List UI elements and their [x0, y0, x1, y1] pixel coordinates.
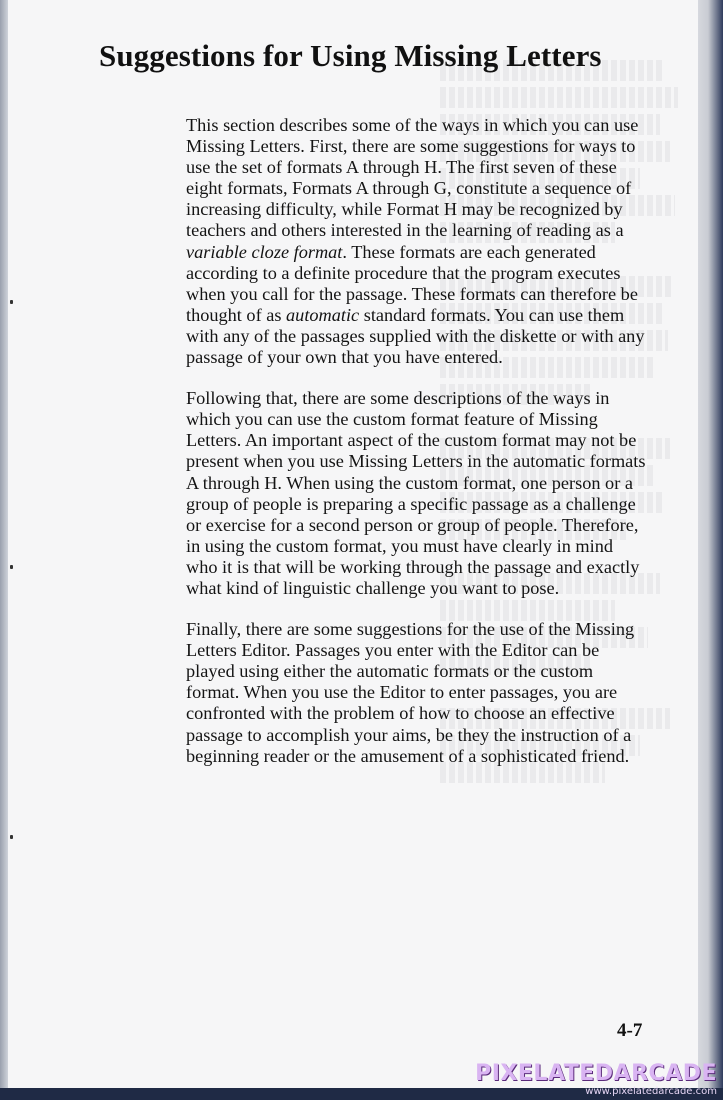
- page-edge: [698, 0, 723, 1090]
- binding-mark: [10, 565, 13, 569]
- page-number: 4-7: [617, 1020, 643, 1041]
- site-watermark: [475, 1062, 717, 1097]
- watermark-url: www.pixelatedarcade.com: [585, 1086, 717, 1097]
- page-heading: Suggestions for Using Missing Letters: [99, 38, 602, 73]
- paragraph-custom-format: Following that, there are some descriptions of the ways in which you can use the custom format feature of Missing Letters. An important aspect of the custom format may not be present when you use Missing Letters in the automatic formats A through H. When using the custom format, one person or a group of people is preparing a specific passage as a challenge or exercise for a second person or group of people. Therefore, in using the custom format, you must have clearly in mind who it is that will be working through the passage and exactly what kind of linguistic challenge you want to pose.: [186, 388, 646, 598]
- binding-mark: [10, 300, 13, 304]
- binding-mark: [10, 835, 13, 839]
- watermark-logo-text: PIXELATEDARCADE: [475, 1061, 717, 1086]
- emphasis-automatic: automatic: [286, 304, 360, 325]
- emphasis-variable-cloze: variable cloze format: [186, 241, 343, 262]
- paragraph-editor: Finally, there are some suggestions for the use of the Missing Letters Editor. Passages you enter with the Editor can be played using either the automatic formats or the custom format. When you use the Editor to enter passages, you are confronted with the problem of how to choose an effective passage to accomplish your aims, be they the instruction of a beginning reader or the amusement of a sophisticated friend.: [186, 619, 635, 766]
- page-binding: [0, 0, 8, 1100]
- body-text: [186, 115, 648, 787]
- paragraph-automatic-formats: This section describes some of the ways in which you can use Missing Letters. First, there are some suggestions for ways to use the set of formats A through H. The first seven of these eight formats, Formats A through G, constitute a sequence of increasing difficulty, while Format H may be recognized by teachers and others interested in the learning of reading as a variable cloze format. These formats are each generated according to a definite procedure that the program executes when you call for the passage. These formats can therefore be thought of as automatic standard formats. You can use them with any of the passages supplied with the diskette or with any passage of your own that you have entered.: [186, 115, 645, 368]
